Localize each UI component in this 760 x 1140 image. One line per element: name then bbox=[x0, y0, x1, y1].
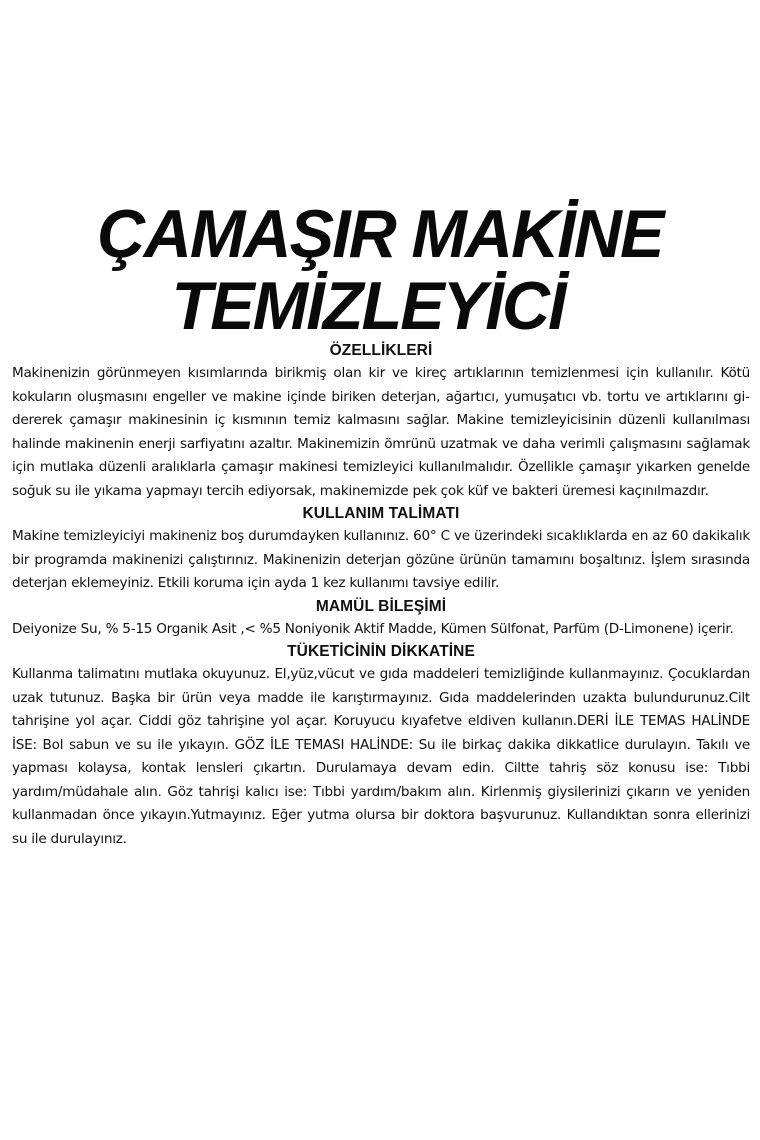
warnings-text: Kullanma talimatını mutlaka okuyunuz. El,yüz,vücut ve gıda maddeleri temizliğinde kullanmayınız. Çocuklardan uzak tutunuz. Başka bir ürün veya madde ile karıştırmayınız. Gıda maddelerinden uzakta bulundurunuz.Cilt tahrişine yol açar. Ciddi göz tahrişine yol açar. Koruyucu kıyafetve eldiven kullanın.DERİ İLE TEMAS HALİNDE İSE: Bol sabun ve su ile yıkayın. GÖZ İLE TEMASI HALİNDE: Su ile birkaç dakika dikkatlice durulayın. Takılı ve yapması kolaysa, kontak lensleri çıkartın. Durulamaya devam edin. Ciltte tahriş söz konusu ise: Tıbbi yardım/müdahale alın. Göz tahrişi kalıcı ise: Tıbbi yardım/bakım alın. Kirlenmiş giysilerinizi çıkarın ve yeniden kullanmadan önce yıkayın.Yutmayınız. Eğer yutma olursa bir doktora başvurunuz. Kullandıktan sonra ellerinizi su ile durulayınız. bbox=[12, 666, 750, 847]
composition-text: Deiyonize Su, % 5-15 Organik Asit ,< %5 Noniyonik Aktif Madde, Kümen Sülfonat, Parfüm (D-Limonene) içerir. bbox=[12, 620, 734, 637]
usage-section bbox=[12, 503, 750, 596]
composition-heading: MAMÜL BİLEŞİMİ bbox=[315, 597, 447, 615]
features-heading: ÖZELLİKLERİ bbox=[329, 342, 433, 359]
warnings-heading: TÜKETİCİNİN DİKKATİNE bbox=[287, 643, 475, 660]
features-text: Makinenizin görünmeyen kısımlarında birikmiş olan kir ve kireç artıklarının temizlenmesi için kullanılır. Kötü kokuların oluşmasını engeller ve makine içinde biriken deterjan, ağartıcı, yumuşatıcı vb. tortu ve artıklarını gidererek çamaşır makinesinin iç kısmının temiz kalmasını sağlar. Makine temizleyicisinin düzenli kullanılması halinde makinenin enerji sarfiyatını azaltır. Makinemizin ömrünü uzatmak ve daha verimli çalışmasını sağlamak için mutlaka düzenli aralıklarla çamaşır makinesi temizleyici kullanılmalıdır. Özellikle çamaşır yıkarken genelde soğuk su ile yıkama yapmayı tercih ediyorsak, makinemizde pek çok küf ve bakteri üremesi kaçınılmazdır. bbox=[12, 365, 750, 499]
usage-text: Makine temizleyiciyi makineniz boş durumdayken kullanınız. 60° C ve üzerindeki sıcaklıklarda en az 60 dakikalık bir programda makinenizi çalıştırınız. Makinenizin deterjan gözüne ürünün tamamını boşaltınız. İşlem sırasında deterjan eklemeyiniz. Etkili koruma için ayda 1 kez kullanımı tavsiye edilir. bbox=[12, 528, 750, 591]
product-title-line-1: ÇAMAŞIR MAKİNE bbox=[97, 196, 663, 272]
product-title-line-2: TEMİZLEYİCİ bbox=[171, 268, 565, 344]
composition-section bbox=[12, 596, 750, 642]
usage-heading: KULLANIM TALİMATI bbox=[302, 505, 460, 522]
warnings-section bbox=[12, 641, 750, 851]
label-content bbox=[12, 340, 750, 851]
features-section bbox=[12, 340, 750, 503]
